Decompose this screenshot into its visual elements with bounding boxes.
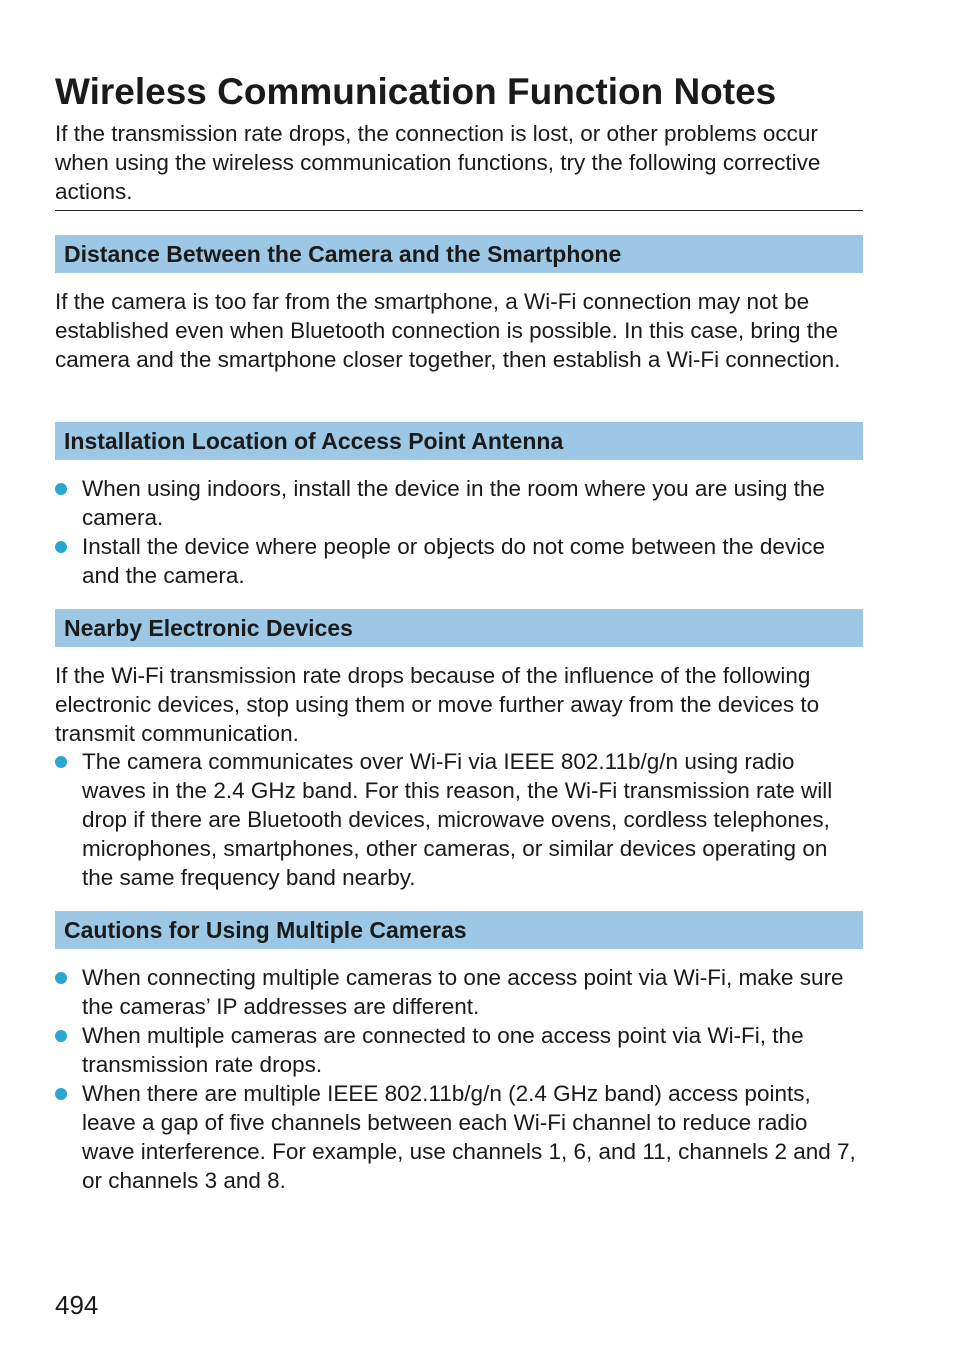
list-item-text: When multiple cameras are connected to one access point via Wi-Fi, the transmission rate drops.	[82, 1023, 804, 1077]
bullet-list-electronic-devices	[55, 747, 863, 892]
bullet-dot-icon	[55, 1088, 67, 1100]
section-heading-distance: Distance Between the Camera and the Smartphone	[55, 235, 863, 273]
bullet-dot-icon	[55, 483, 67, 495]
bullet-list-multiple-cameras	[55, 963, 863, 1195]
section-paragraph-electronic-devices: If the Wi-Fi transmission rate drops because of the influence of the following electronic devices, stop using them or move further away from the devices to transmit communication.	[55, 663, 820, 746]
list-item-text: The camera communicates over Wi-Fi via IEEE 802.11b/g/n using radio waves in the 2.4 GHz band. For this reason, the Wi-Fi transmission rate will drop if there are Bluetooth devices, microwave ovens, cordless telephones, microphones, smartphones, other cameras, or similar devices operating on the same frequency band nearby.	[82, 749, 833, 890]
list-item	[55, 963, 863, 1021]
list-item	[55, 1021, 863, 1079]
list-item-text: When there are multiple IEEE 802.11b/g/n (2.4 GHz band) access points, leave a gap of five channels between each Wi-Fi channel to reduce radio wave interference. For example, use channels 1, 6, and 11, channels 2 and 7, or channels 3 and 8.	[82, 1081, 856, 1193]
bullet-dot-icon	[55, 1030, 67, 1042]
bullet-list-antenna	[55, 474, 863, 590]
section-heading-multiple-cameras: Cautions for Using Multiple Cameras	[55, 911, 863, 949]
list-item-text: When connecting multiple cameras to one access point via Wi-Fi, make sure the cameras’ IP addresses are different.	[82, 965, 844, 1019]
bullet-dot-icon	[55, 756, 67, 768]
intro-paragraph: If the transmission rate drops, the connection is lost, or other problems occur when using the wireless communication functions, try the following corrective actions.	[55, 121, 821, 204]
list-item-text: When using indoors, install the device in the room where you are using the camera.	[82, 476, 825, 530]
section-heading-antenna: Installation Location of Access Point Antenna	[55, 422, 863, 460]
list-item	[55, 474, 863, 532]
page-title: Wireless Communication Function Notes	[55, 71, 777, 112]
list-item-text: Install the device where people or objects do not come between the device and the camera.	[82, 534, 825, 588]
list-item	[55, 532, 863, 590]
list-item	[55, 747, 863, 892]
title-divider	[55, 210, 863, 211]
list-item	[55, 1079, 863, 1195]
section-paragraph-distance: If the camera is too far from the smartphone, a Wi-Fi connection may not be established even when Bluetooth connection is possible. In this case, bring the camera and the smartphone closer together, then establish a Wi-Fi connection.	[55, 289, 841, 372]
bullet-dot-icon	[55, 972, 67, 984]
page-number: 494	[55, 1290, 99, 1320]
section-heading-electronic-devices: Nearby Electronic Devices	[55, 609, 863, 647]
bullet-dot-icon	[55, 541, 67, 553]
